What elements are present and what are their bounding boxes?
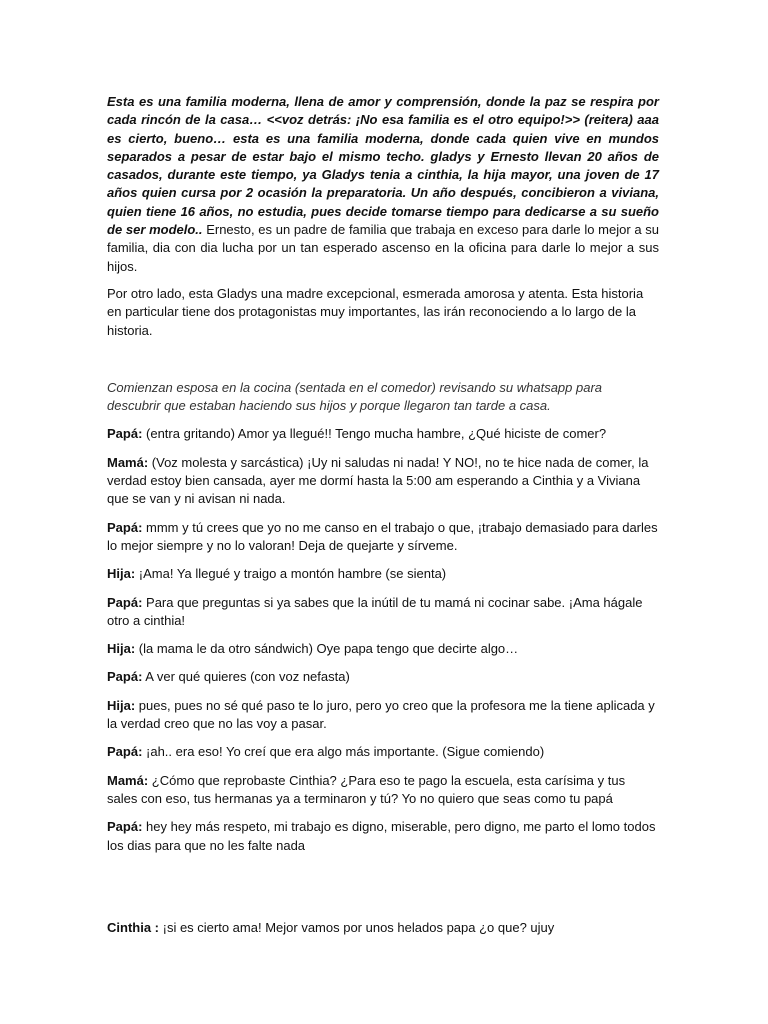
speaker-label: Hija: <box>107 641 136 657</box>
dialogue-line <box>107 640 659 658</box>
dialogue-text: ¡Ama! Ya llegué y traigo a montón hambre (se sienta) <box>135 566 447 582</box>
intro-plain-text: Ernesto, es un padre de familia que trabaja en exceso para darle lo mejor a su familia, dia con dia lucha por un tan esperado ascenso en la oficina para darle lo mejor a sus hijos. <box>107 222 659 274</box>
dialogue-text: Para que preguntas si ya sabes que la inútil de tu mamá ni cocinar sabe. ¡Ama hágale otro a cinthia! <box>107 594 643 628</box>
speaker-label: Papá: <box>107 519 143 535</box>
dialogue-text: A ver qué quieres (con voz nefasta) <box>142 669 350 685</box>
speaker-label: Mamá: <box>107 454 149 470</box>
dialogue-text: hey hey más respeto, mi trabajo es digno, miserable, pero digno, me parto el lomo todos los dias para que no les falte nada <box>107 819 656 853</box>
final-dialogue-line <box>107 919 659 937</box>
dialogue-line <box>107 425 659 443</box>
speaker-label: Papá: <box>107 744 143 760</box>
dialogue-line <box>107 818 659 855</box>
dialogue-line <box>107 697 659 734</box>
dialogue-line <box>107 454 659 509</box>
speaker-label: Mamá: <box>107 772 149 788</box>
dialogue-line <box>107 772 659 809</box>
intro-bold-text: Esta es una familia moderna, llena de amor y comprensión, donde la paz se respira por cada rincón de la casa… <<voz detrás: ¡No esa familia es el otro equipo!>> (reitera) aaa es cierto, bueno… esta es una familia moderna, donde cada quien vive en mundos separados a pesar de estar bajo el mismo techo. gladys y Ernesto llevan 20 años de casados, durante este tiempo, ya Gladys tenia a cinthia, la hija mayor, una joven de 17 años quien cursa por 2 ocasión la preparatoria. Un año después, concibieron a viviana, quien tiene 16 años, no estudia, pues decide tomarse tiempo para dedicarse a su sueño de ser modelo.. <box>107 94 659 238</box>
dialogue-text: ¿Cómo que reprobaste Cinthia? ¿Para eso te pago la escuela, esta carísima y tus sales con eso, tus hermanas ya a terminaron y tú? Yo no quiero que seas como tu papá <box>107 772 626 806</box>
dialogue-line <box>107 743 659 761</box>
dialogue-text: ¡ah.. era eso! Yo creí que era algo más importante. (Sigue comiendo) <box>142 744 545 760</box>
document-page <box>107 93 659 937</box>
speaker-label: Cinthia : <box>107 919 159 935</box>
dialogue-line <box>107 668 659 686</box>
intro-paragraph <box>107 93 659 276</box>
dialogue-text: ¡si es cierto ama! Mejor vamos por unos helados papa ¿o que? ujuy <box>159 919 555 935</box>
stage-direction: Comienzan esposa en la cocina (sentada en el comedor) revisando su whatsapp para descubrir que estaban haciendo sus hijos y porque llegaron tan tarde a casa. <box>107 379 603 414</box>
dialogue-text: mmm y tú crees que yo no me canso en el trabajo o que, ¡trabajo demasiado para darles lo mejor siempre y no lo valoran! Deja de quejarte y sírveme. <box>107 519 658 553</box>
speaker-label: Papá: <box>107 426 143 442</box>
dialogue-text: (Voz molesta y sarcástica) ¡Uy ni saludas ni nada! Y NO!, no te hice nada de comer, la verdad estoy bien cansada, ayer me dormí hasta la 5:00 am esperando a Cinthia y a Viviana que se van y ni avisan ni nada. <box>107 454 649 507</box>
dialogue-text: (entra gritando) Amor ya llegué!! Tengo mucha hambre, ¿Qué hiciste de comer? <box>142 426 607 442</box>
speaker-label: Papá: <box>107 819 143 835</box>
dialogue-line <box>107 565 659 583</box>
second-paragraph: Por otro lado, esta Gladys una madre excepcional, esmerada amorosa y atenta. Esta historia en particular tiene dos protagonistas muy importantes, las irán reconociendo a lo largo de la historia. <box>107 285 644 338</box>
dialogue-line <box>107 519 659 556</box>
speaker-label: Hija: <box>107 697 136 713</box>
dialogue-line <box>107 594 659 631</box>
speaker-label: Papá: <box>107 594 143 610</box>
speaker-label: Hija: <box>107 566 136 582</box>
dialogue-text: pues, pues no sé qué paso te lo juro, pero yo creo que la profesora me la tiene aplicada y la verdad creo que no las voy a pasar. <box>107 697 655 732</box>
speaker-label: Papá: <box>107 669 143 685</box>
dialogue-text: (la mama le da otro sándwich) Oye papa tengo que decirte algo… <box>135 641 519 657</box>
